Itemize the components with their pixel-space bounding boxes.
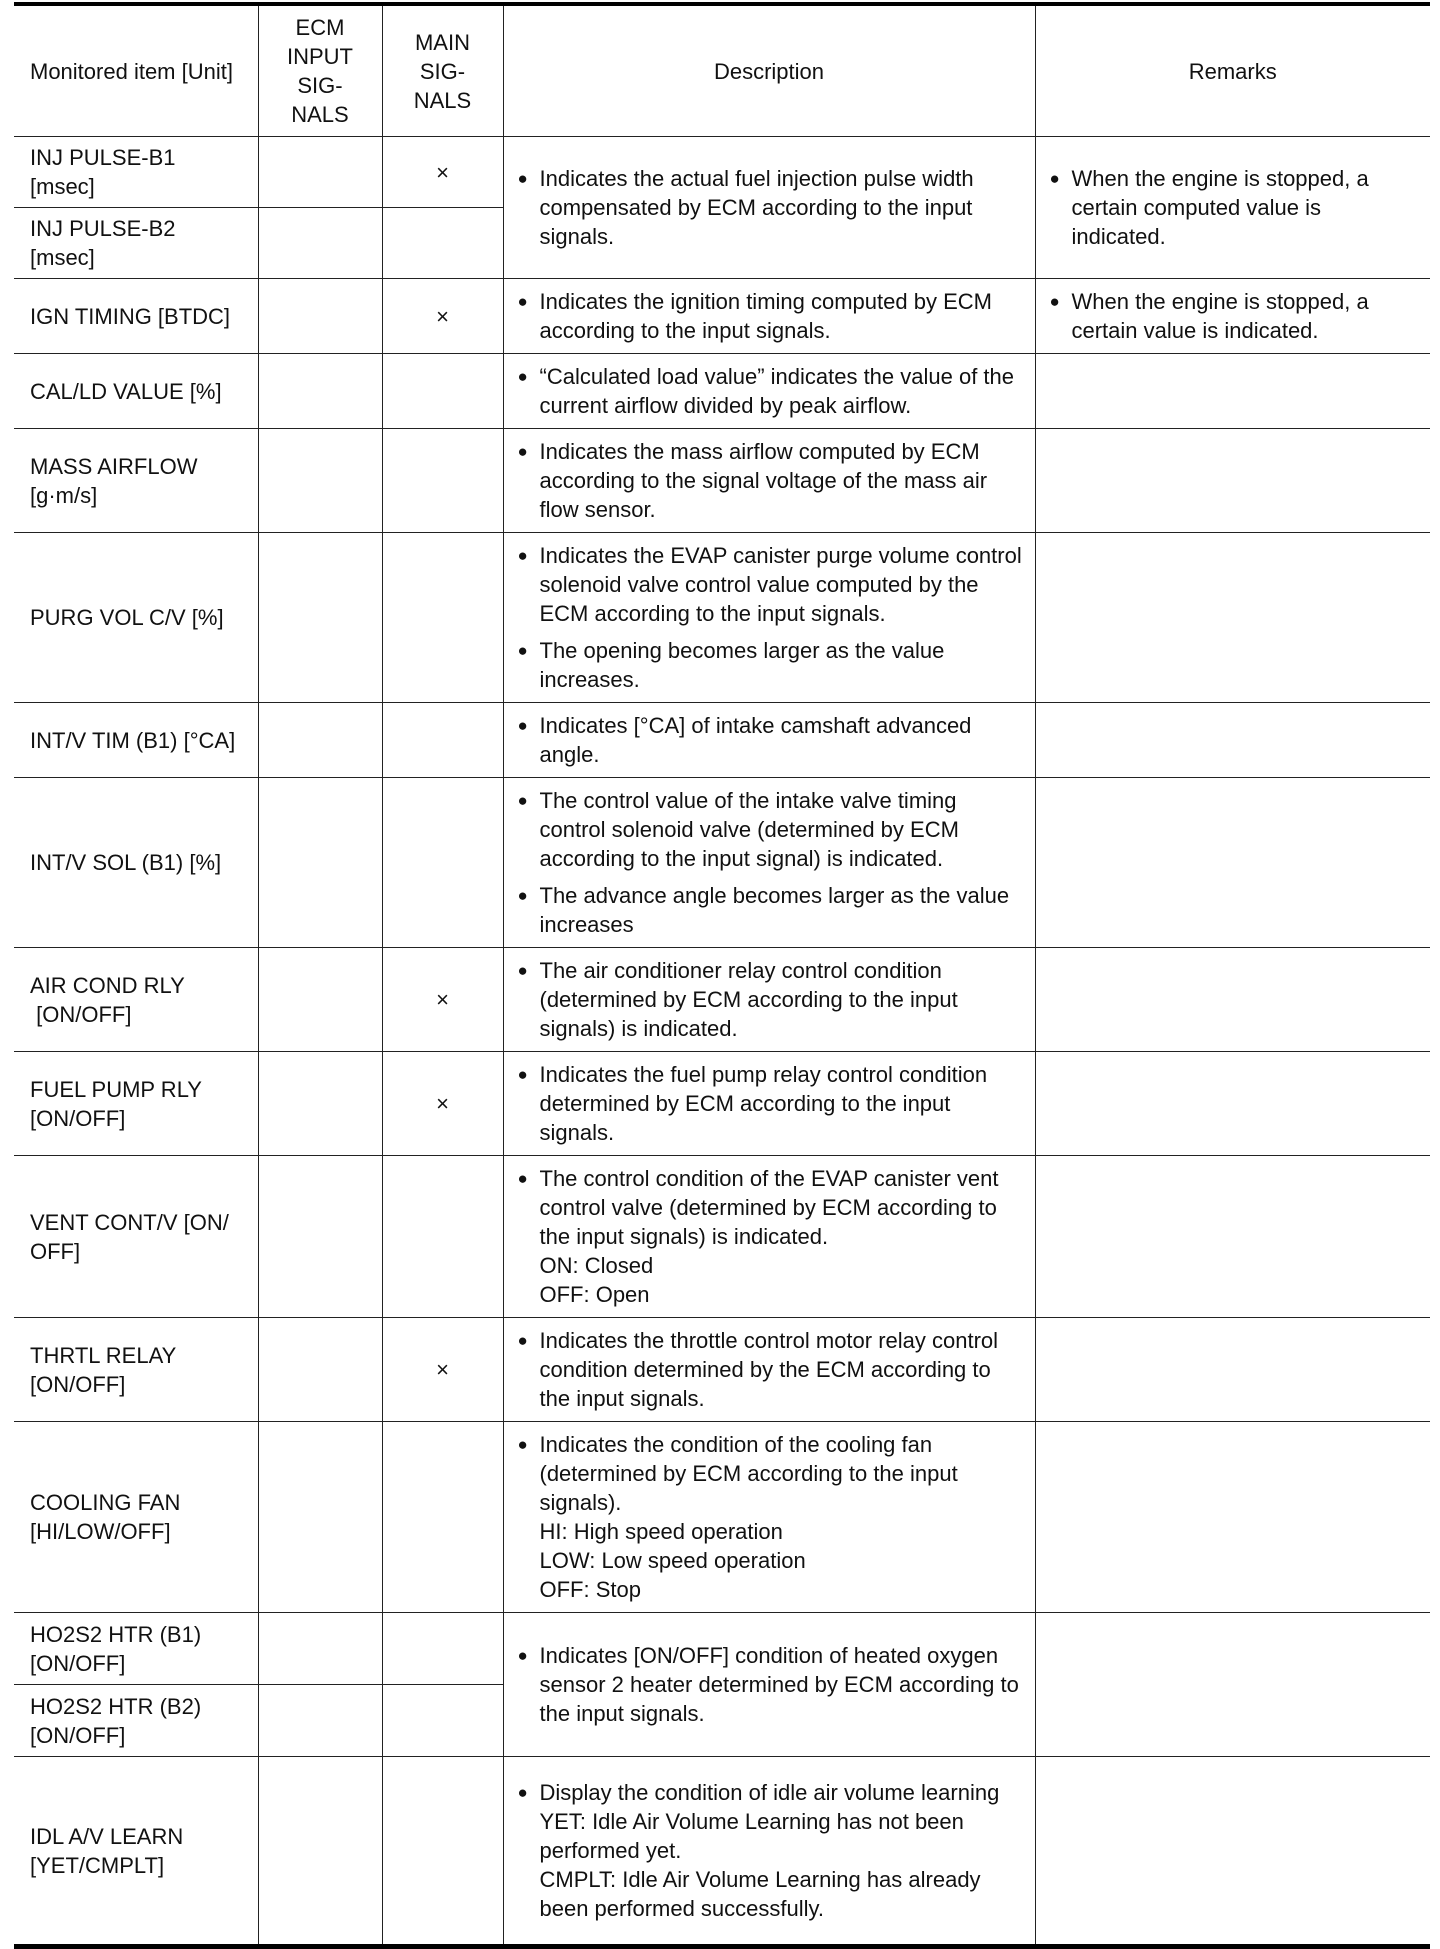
main-signal-cell bbox=[382, 354, 503, 429]
description-cell: ● Indicates [ON/OFF] condition of heated oxygen sensor 2 heater determined by ECM according to the input signals. bbox=[503, 1613, 1035, 1757]
monitored-item: IGN TIMING [BTDC] bbox=[14, 279, 258, 354]
bullet-icon: ● bbox=[517, 1646, 528, 1665]
state-line: LOW: Low speed operation bbox=[539, 1548, 806, 1573]
bullet-icon: ● bbox=[517, 1331, 528, 1350]
remarks-cell: ● When the engine is stopped, a certain computed value is indicated. bbox=[1035, 137, 1430, 279]
ecm-input-cell bbox=[258, 1757, 382, 1947]
ecm-input-cell bbox=[258, 137, 382, 208]
header-line: SIG- bbox=[419, 58, 466, 84]
description-cell: ● The control value of the intake valve timing control solenoid valve (determined by ECM according to the input signal) is indicated. ● The advance angle becomes larger as the value increases bbox=[503, 778, 1035, 948]
ecm-input-cell bbox=[258, 429, 382, 533]
remarks-cell bbox=[1035, 1156, 1430, 1318]
table-row bbox=[14, 703, 1430, 778]
header-remarks: Remarks bbox=[1035, 4, 1430, 137]
remarks-cell bbox=[1035, 1318, 1430, 1422]
ecm-input-cell bbox=[258, 533, 382, 703]
main-signal-cell bbox=[382, 1422, 503, 1613]
remarks-cell bbox=[1035, 1613, 1430, 1757]
ecm-input-cell bbox=[258, 948, 382, 1052]
monitored-item: HO2S2 HTR (B1) [ON/OFF] bbox=[14, 1613, 258, 1685]
monitored-item: COOLING FAN [HI/LOW/OFF] bbox=[14, 1422, 258, 1613]
bullet-icon: ● bbox=[517, 641, 528, 660]
bullet-icon: ● bbox=[517, 791, 528, 810]
main-signal-cell bbox=[382, 703, 503, 778]
header-ecm-input-signals bbox=[258, 4, 382, 137]
ecm-input-cell bbox=[258, 703, 382, 778]
remarks-cell bbox=[1035, 778, 1430, 948]
main-signal-cell bbox=[382, 533, 503, 703]
table-row bbox=[14, 778, 1430, 948]
description-cell: ● “Calculated load value” indicates the value of the current airflow divided by peak airflow. bbox=[503, 354, 1035, 429]
ecm-input-cell bbox=[258, 208, 382, 279]
state-line: HI: High speed operation bbox=[539, 1519, 783, 1544]
header-line: INPUT bbox=[287, 44, 353, 69]
description-cell: ● Indicates the actual fuel injection pulse width compensated by ECM according to the input signals. bbox=[503, 137, 1035, 279]
main-signal-cell bbox=[382, 279, 503, 354]
description-cell: ● Indicates the condition of the cooling fan (determined by ECM according to the input signals). HI: High speed operation LOW: Low speed operation OFF: Stop bbox=[503, 1422, 1035, 1613]
bullet-icon: ● bbox=[517, 546, 528, 565]
table-row bbox=[14, 1318, 1430, 1422]
monitor-table-page bbox=[14, 2, 1430, 1949]
state-line: OFF: Open bbox=[539, 1282, 650, 1307]
description-cell: ● Indicates the EVAP canister purge volume control solenoid valve control value computed by the ECM according to the input signals. ● The opening becomes larger as the value increases. bbox=[503, 533, 1035, 703]
bullet-icon: ● bbox=[517, 961, 528, 980]
remarks-cell bbox=[1035, 1422, 1430, 1613]
main-signal-mark: × bbox=[436, 1357, 449, 1382]
table-row bbox=[14, 354, 1430, 429]
state-line: OFF: Stop bbox=[539, 1577, 641, 1602]
main-signal-mark: × bbox=[436, 987, 449, 1012]
remarks-cell bbox=[1035, 1757, 1430, 1947]
main-signal-cell bbox=[382, 778, 503, 948]
monitored-item: INJ PULSE-B2 [msec] bbox=[14, 208, 258, 279]
ecm-input-cell bbox=[258, 1613, 382, 1685]
description-cell: ● Indicates the throttle control motor relay control condition determined by the ECM according to the input signals. bbox=[503, 1318, 1035, 1422]
ecm-input-cell bbox=[258, 1052, 382, 1156]
ecm-input-cell bbox=[258, 778, 382, 948]
monitored-item: INT/V SOL (B1) [%] bbox=[14, 778, 258, 948]
bullet-icon: ● bbox=[517, 886, 528, 905]
ecm-input-cell bbox=[258, 1685, 382, 1757]
state-line: YET: Idle Air Volume Learning has not been performed yet. bbox=[539, 1809, 964, 1863]
monitored-items-table bbox=[14, 2, 1430, 1949]
monitored-item: INJ PULSE-B1 [msec] bbox=[14, 137, 258, 208]
table-row bbox=[14, 1052, 1430, 1156]
main-signal-mark: × bbox=[436, 159, 449, 185]
main-signal-cell bbox=[382, 137, 503, 208]
header-line: NALS bbox=[413, 87, 472, 113]
table-row bbox=[14, 1156, 1430, 1318]
remarks-cell bbox=[1035, 354, 1430, 429]
table-row bbox=[14, 1422, 1430, 1613]
monitored-item: CAL/LD VALUE [%] bbox=[14, 354, 258, 429]
bullet-icon: ● bbox=[517, 1783, 528, 1802]
bullet-icon: ● bbox=[517, 1169, 528, 1188]
bullet-icon: ● bbox=[1049, 169, 1060, 188]
remarks-cell bbox=[1035, 948, 1430, 1052]
header-row bbox=[14, 4, 1430, 137]
monitored-item: HO2S2 HTR (B2) [ON/OFF] bbox=[14, 1685, 258, 1757]
main-signal-cell bbox=[382, 1052, 503, 1156]
table-row bbox=[14, 429, 1430, 533]
description-cell: ● Indicates [°CA] of intake camshaft advanced angle. bbox=[503, 703, 1035, 778]
table-row bbox=[14, 279, 1430, 354]
table-row bbox=[14, 1613, 1430, 1685]
main-signal-cell bbox=[382, 429, 503, 533]
bullet-icon: ● bbox=[517, 1435, 528, 1454]
remarks-cell: ● When the engine is stopped, a certain value is indicated. bbox=[1035, 279, 1430, 354]
main-signal-mark: × bbox=[436, 303, 449, 329]
bullet-icon: ● bbox=[517, 442, 528, 461]
main-signal-cell bbox=[382, 1757, 503, 1947]
monitored-item: THRTL RELAY [ON/OFF] bbox=[14, 1318, 258, 1422]
ecm-input-cell bbox=[258, 354, 382, 429]
bullet-icon: ● bbox=[517, 716, 528, 735]
ecm-input-cell bbox=[258, 279, 382, 354]
description-cell: ● The air conditioner relay control condition (determined by ECM according to the input signals) is indicated. bbox=[503, 948, 1035, 1052]
description-cell: ● Indicates the mass airflow computed by ECM according to the signal voltage of the mass air flow sensor. bbox=[503, 429, 1035, 533]
main-signal-cell bbox=[382, 1613, 503, 1685]
bullet-icon: ● bbox=[1049, 292, 1060, 311]
bullet-icon: ● bbox=[517, 367, 528, 386]
monitored-item: MASS AIRFLOW [g·m/s] bbox=[14, 429, 258, 533]
description-cell: ● The control condition of the EVAP canister vent control valve (determined by ECM according to the input signals) is indicated. ON: Closed OFF: Open bbox=[503, 1156, 1035, 1318]
remarks-cell bbox=[1035, 1052, 1430, 1156]
state-line: ON: Closed bbox=[539, 1253, 654, 1278]
ecm-input-cell bbox=[258, 1318, 382, 1422]
main-signal-cell bbox=[382, 1685, 503, 1757]
table-row bbox=[14, 137, 1430, 208]
header-line: SIG- bbox=[297, 73, 343, 98]
remarks-cell bbox=[1035, 703, 1430, 778]
ecm-input-cell bbox=[258, 1156, 382, 1318]
table-row bbox=[14, 533, 1430, 703]
monitored-item: FUEL PUMP RLY [ON/OFF] bbox=[14, 1052, 258, 1156]
bullet-icon: ● bbox=[517, 1065, 528, 1084]
monitored-item: INT/V TIM (B1) [°CA] bbox=[14, 703, 258, 778]
main-signal-cell bbox=[382, 1156, 503, 1318]
main-signal-cell bbox=[382, 948, 503, 1052]
main-signal-cell bbox=[382, 208, 503, 279]
header-main-signals bbox=[382, 4, 503, 137]
remarks-cell bbox=[1035, 429, 1430, 533]
monitored-item: IDL A/V LEARN [YET/CMPLT] bbox=[14, 1757, 258, 1947]
monitored-item: PURG VOL C/V [%] bbox=[14, 533, 258, 703]
header-line: ECM bbox=[295, 15, 345, 40]
header-line: MAIN bbox=[414, 29, 470, 55]
table-row bbox=[14, 948, 1430, 1052]
bullet-icon: ● bbox=[517, 292, 528, 311]
monitored-item: AIR COND RLY [ON/OFF] bbox=[14, 948, 258, 1052]
table-row bbox=[14, 1757, 1430, 1947]
main-signal-mark: × bbox=[436, 1091, 449, 1116]
main-signal-cell bbox=[382, 1318, 503, 1422]
description-cell: ● Indicates the fuel pump relay control condition determined by ECM according to the input signals. bbox=[503, 1052, 1035, 1156]
ecm-input-cell bbox=[258, 1422, 382, 1613]
description-cell: ● Indicates the ignition timing computed by ECM according to the input signals. bbox=[503, 279, 1035, 354]
remarks-cell bbox=[1035, 533, 1430, 703]
bullet-icon: ● bbox=[517, 169, 528, 188]
header-description: Description bbox=[503, 4, 1035, 137]
description-cell: ● Display the condition of idle air volume learning YET: Idle Air Volume Learning has not been performed yet. CMPLT: Idle Air Volume Learning has already been performed successfully. bbox=[503, 1757, 1035, 1947]
monitored-item: VENT CONT/V [ON/ OFF] bbox=[14, 1156, 258, 1318]
header-monitored-item: Monitored item [Unit] bbox=[14, 4, 258, 137]
state-line: CMPLT: Idle Air Volume Learning has already been performed successfully. bbox=[539, 1867, 981, 1921]
header-line: NALS bbox=[291, 102, 349, 127]
